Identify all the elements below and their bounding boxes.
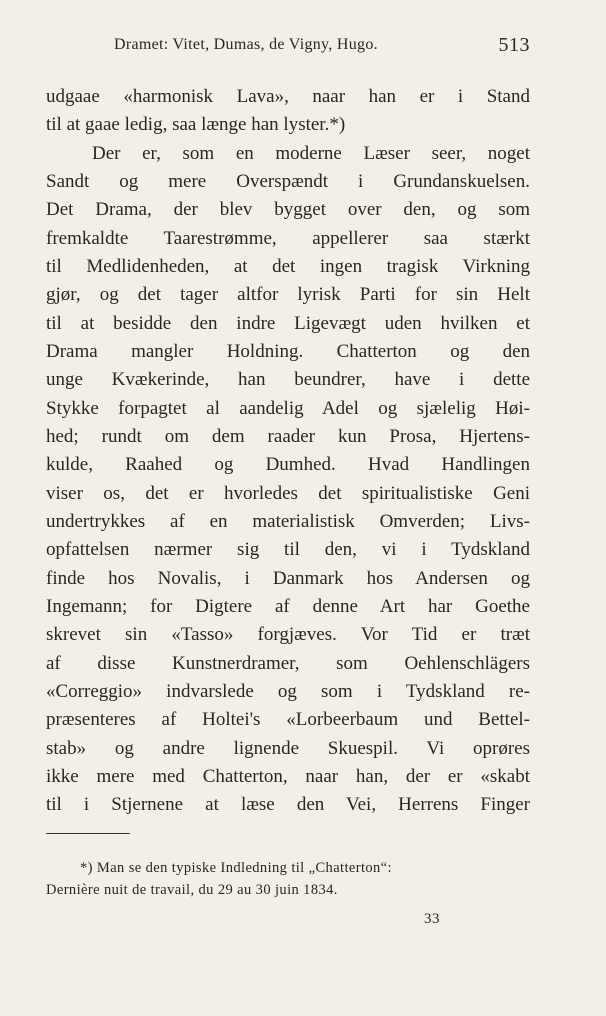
text-line: unge Kvækerinde, han beundrer, have i dette — [46, 369, 530, 391]
text-line: kulde, Raahed og Dumhed. Hvad Handlingen — [46, 454, 530, 476]
body-text — [46, 83, 530, 820]
text-line: gjør, og det tager altfor lyrisk Parti for sin Helt — [46, 284, 530, 306]
running-title: Dramet: Vitet, Dumas, de Vigny, Hugo. — [114, 36, 378, 53]
text-line: til at besidde den indre Ligevægt uden hvilken et — [46, 312, 530, 334]
text-line: Det Drama, der blev bygget over den, og som — [46, 199, 530, 221]
footnote-line: *) Man se den typiske Indledning til „Chatterton“: — [80, 860, 392, 876]
text-line: af disse Kunstnerdramer, som Oehlenschlägers — [46, 652, 530, 674]
text-line: til at gaae ledig, saa længe han lyster.*) — [46, 114, 346, 136]
text-line: «Correggio» indvarslede og som i Tydskland re- — [46, 680, 530, 702]
text-line: Ingemann; for Digtere af denne Art har Goethe — [46, 595, 530, 617]
text-line: til Medlidenheden, at det ingen tragisk Virkning — [46, 255, 530, 277]
text-line: viser os, det er hvorledes det spiritualistiske Geni — [46, 482, 530, 504]
text-line: skrevet sin «Tasso» forgjæves. Vor Tid er træt — [46, 624, 530, 646]
text-line: fremkaldte Taarestrømme, appellerer saa stærkt — [46, 227, 530, 249]
footnote — [46, 857, 530, 901]
text-line: hed; rundt om dem raader kun Prosa, Hjertens- — [46, 425, 530, 447]
footnote-line: Dernière nuit de travail, du 29 au 30 juin 1834. — [46, 882, 338, 898]
paragraph-start-line: Der er, som en moderne Læser seer, noget — [92, 142, 530, 164]
text-line: udgaae «harmonisk Lava», naar han er i Stand — [46, 86, 530, 107]
text-line: til i Stjernene at læse den Vei, Herrens Finger — [46, 794, 530, 816]
text-line: Drama mangler Holdning. Chatterton og den — [46, 340, 530, 362]
running-head — [46, 36, 530, 58]
printer-signature: 33 — [424, 911, 440, 927]
text-line: ikke mere med Chatterton, naar han, der er «skabt — [46, 765, 530, 787]
text-line: undertrykkes af en materialistisk Omverden; Livs- — [46, 510, 530, 532]
text-line: Sandt og mere Overspændt i Grundanskuelsen. — [46, 170, 530, 192]
page-number: 513 — [498, 34, 530, 56]
text-line: Stykke forpagtet al aandelig Adel og sjælelig Høi- — [46, 397, 530, 419]
text-line: finde hos Novalis, i Danmark hos Andersen og — [46, 567, 530, 589]
text-line: præsenteres af Holtei's «Lorbeerbaum und Bettel- — [46, 709, 530, 731]
footnote-divider — [46, 833, 130, 834]
text-line: stab» og andre lignende Skuespil. Vi oprøres — [46, 737, 530, 759]
text-line: opfattelsen nærmer sig til den, vi i Tydskland — [46, 539, 530, 561]
